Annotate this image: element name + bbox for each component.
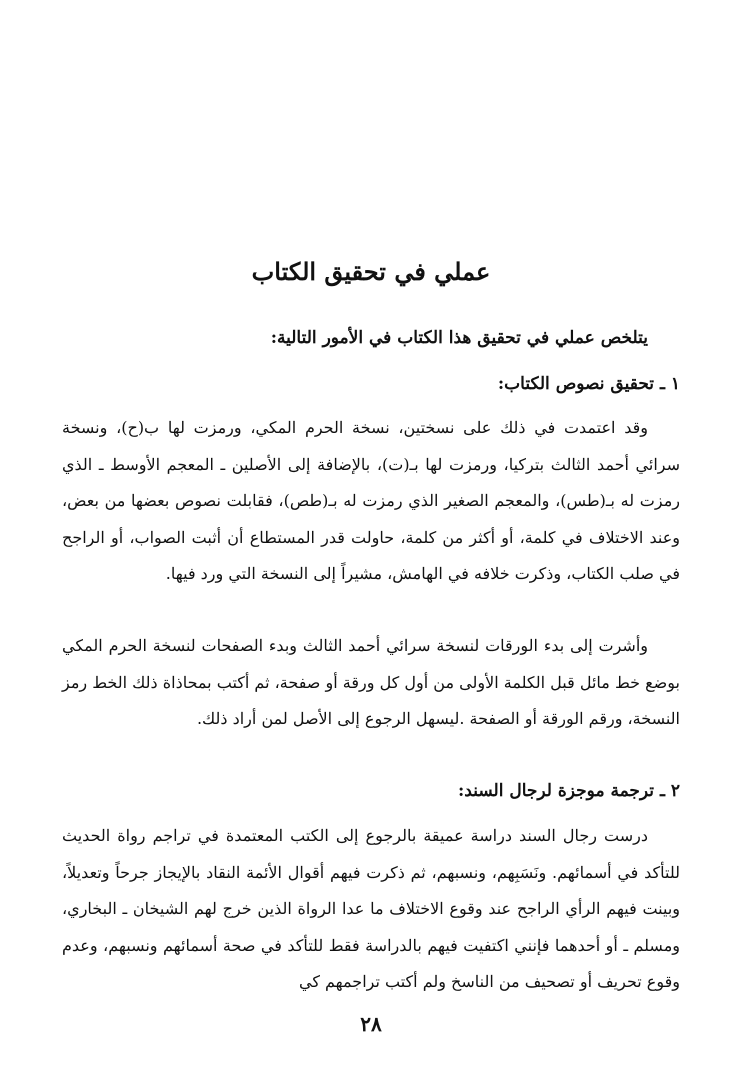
page-title: عملي في تحقيق الكتاب <box>251 257 491 286</box>
book-page <box>62 0 680 1078</box>
section-2-heading: ٢ ـ ترجمة موجزة لرجال السند: <box>458 781 680 801</box>
page-number: ٢٨ <box>360 1012 382 1036</box>
section-1-paragraph-2: وأشرت إلى بدء الورقات لنسخة سرائي أحمد الثالث وبدء الصفحات لنسخة الحرم المكي بوضع خط مائل قبل الكلمة الأولى من أول كل ورقة أو صفحة، ثم أكتب بمحاذاة ذلك الخط رمز النسخة، ورقم الورقة أو الصفحة .ليسهل الرجوع إلى الأصل لمن أراد ذلك. <box>62 636 680 728</box>
intro-text: يتلخص عملي في تحقيق هذا الكتاب في الأمور التالية: <box>270 328 648 348</box>
section-1-heading: ١ ـ تحقيق نصوص الكتاب: <box>497 374 680 394</box>
section-1-paragraph-1: وقد اعتمدت في ذلك على نسختين، نسخة الحرم المكي، ورمزت لها ب(ح)، ونسخة سرائي أحمد الثالث بتركيا، ورمزت لها بـ(ت)، بالإضافة إلى الأصلين ـ المعجم الأوسط ـ الذي رمزت له بـ(طس)، والمعجم الصغير الذي رمزت له بـ(طص)، فقابلت نصوص بعضها من بعض، وعند الاختلاف في كلمة، أو أكثر من كلمة، حاولت قدر المستطاع أن أثبت الصواب، أو الراجح في صلب الكتاب، وذكرت خلافه في الهامش، مشيراً إلى النسخة التي ورد فيها. <box>62 418 680 583</box>
section-2-paragraph-1: درست رجال السند دراسة عميقة بالرجوع إلى الكتب المعتمدة في تراجم رواة الحديث للتأكد في أسمائهم. ونَسَبِهم، ونسبهم، ثم ذكرت فيهم أقوال الأئمة النقاد بالإيجاز جرحاً وتعديلاً، وبينت فيهم الرأي الراجح عند وقوع الاختلاف ما عدا الرواة الذين خرج لهم الشيخان ـ البخاري، ومسلم ـ أو أحدهما فإنني اكتفيت فيهم بالدراسة فقط للتأكد في صحة أسمائهم ونسبهم، وعدم وقوع تحريف أو تصحيف من الناسخ ولم أكتب تراجمهم كي <box>62 826 681 991</box>
